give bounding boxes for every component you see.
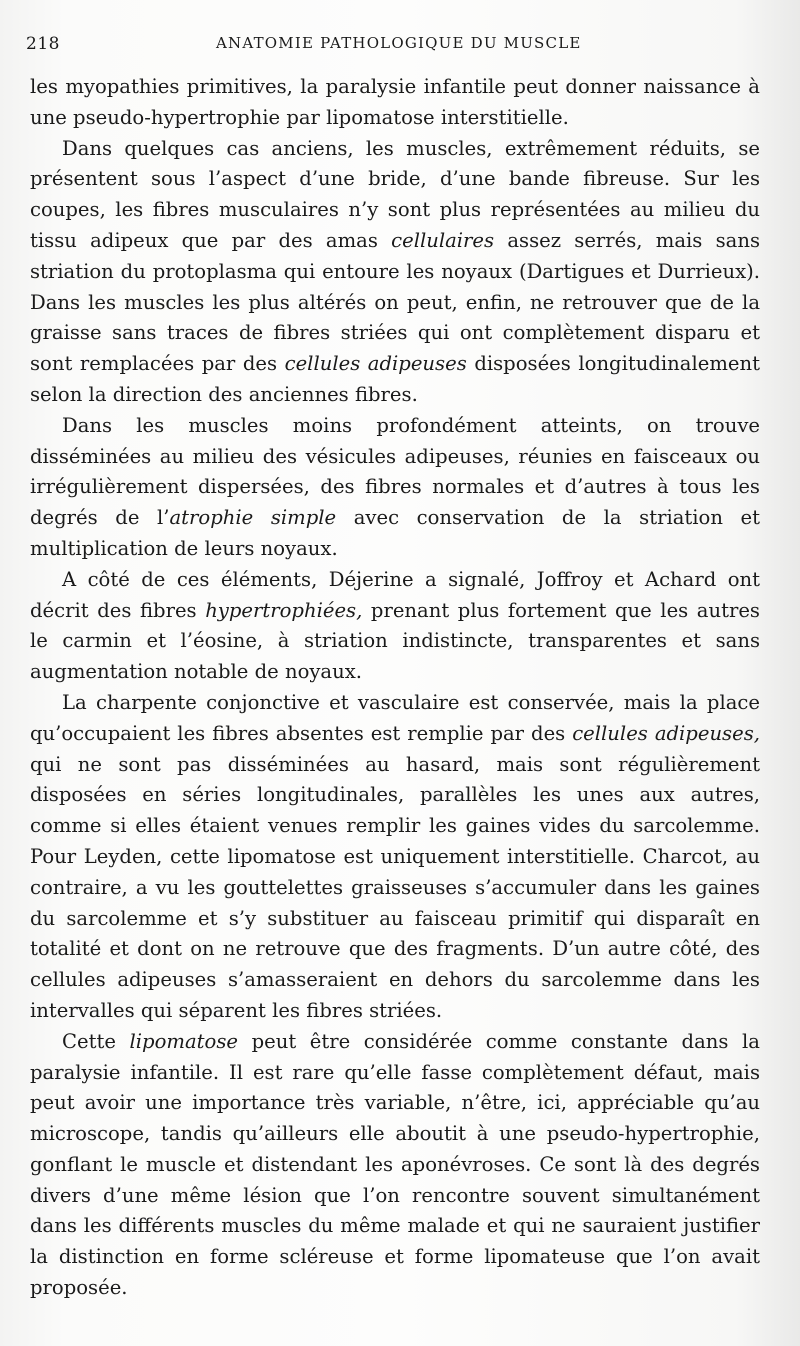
text-run: disposées longitudinalement selon la direction des anciennes fibres. bbox=[30, 352, 761, 406]
text-run: A côté de ces éléments, Déjerine a signalé, Joffroy et Achard ont décrit des fibres bbox=[30, 567, 760, 622]
text-run: Dans quelques cas anciens, les muscles, extrêmement réduits, se présentent sous l’aspect d’une bride, d’une bande fibreuse. Sur les coupes, les fibres musculaires n’y sont plus représentées au milieu du tissu adipeux que par des amas bbox=[30, 136, 760, 252]
text-run: prenant plus fortement que les autres le carmin et l’éosine, à striation indistincte, transparentes et sans augmentation notable de noyaux. bbox=[30, 598, 760, 684]
text-run: assez serrés, mais sans striation du protoplasma qui entoure les noyaux (Dartigues et Durrieux). Dans les muscles les plus altérés on peut, enfin, ne retrouver que de la graisse sans traces de fibres striées qui ont complètement disparu et sont remplacées par des bbox=[30, 228, 760, 376]
body-text bbox=[30, 72, 760, 1304]
italic-term: lipomatose bbox=[129, 1029, 238, 1053]
italic-term: atrophie simple bbox=[169, 506, 337, 530]
paragraph-6 bbox=[30, 1027, 760, 1304]
text-run: qui ne sont pas disséminées au hasard, mais sont régulièrement disposées en séries longitudinales, parallèles les unes aux autres, comme si elles étaient venues remplir les gaines vides du sarcolemme. Pour Leyden, cette lipomatose est uniquement interstitielle. Charcot, au contraire, a vu les gouttelettes graisseuses s’accumuler dans les gaines du sarcolemme et s’y substituer au faisceau primitif qui disparaît en totalité et dont on ne retrouve que des fragments. D’un autre côté, des cellules adipeuses s’amasseraient en dehors du sarcolemme dans les intervalles qui séparent les fibres striées. bbox=[30, 752, 760, 1022]
italic-term: hypertrophiées, bbox=[205, 598, 363, 622]
text-run: Cette bbox=[62, 1029, 130, 1053]
page-header bbox=[26, 34, 760, 58]
paragraph-5 bbox=[30, 688, 760, 1027]
text-run: La charpente conjonctive et vasculaire est conservée, mais la place qu’occupaient les fibres absentes est remplie par des bbox=[30, 690, 760, 745]
paragraph-1 bbox=[30, 72, 760, 134]
italic-term: cellules adipeuses, bbox=[572, 721, 760, 745]
text-run: peut être considérée comme constante dans la paralysie infantile. Il est rare qu’elle fasse complètement défaut, mais peut avoir une importance très variable, n’être, ici, appréciable qu’au microscope, tandis qu’ailleurs elle aboutit à une pseudo-hypertrophie, gonflant le muscle et distendant les aponévroses. Ce sont là des degrés divers d’une même lésion que l’on rencontre souvent simultanément dans les différents muscles du même malade et qui ne sauraient justifier la distinction en forme scléreuse et forme lipomateuse que l’on avait proposée. bbox=[30, 1029, 760, 1300]
running-head: ANATOMIE PATHOLOGIQUE DU MUSCLE bbox=[216, 34, 582, 52]
paragraph-4 bbox=[30, 565, 760, 688]
paragraph-2 bbox=[30, 134, 760, 411]
page-number: 218 bbox=[26, 34, 60, 54]
text-run: avec conservation de la striation et multiplication de leurs noyaux. bbox=[30, 506, 761, 560]
italic-term: cellulaires bbox=[391, 228, 495, 252]
paragraph-3 bbox=[30, 411, 760, 565]
text-run: Dans les muscles moins profondément atteints, on trouve disséminées au milieu des vésicules adipeuses, réunies en faisceaux ou irrégulièrement dispersées, des fibres normales et d’autres à tous les degrés de l’ bbox=[30, 413, 760, 530]
text-run: les myopathies primitives, la paralysie infantile peut donner naissance à une pseudo-hypertrophie par lipomatose interstitielle. bbox=[30, 75, 760, 129]
italic-term: cellules adipeuses bbox=[284, 352, 467, 376]
